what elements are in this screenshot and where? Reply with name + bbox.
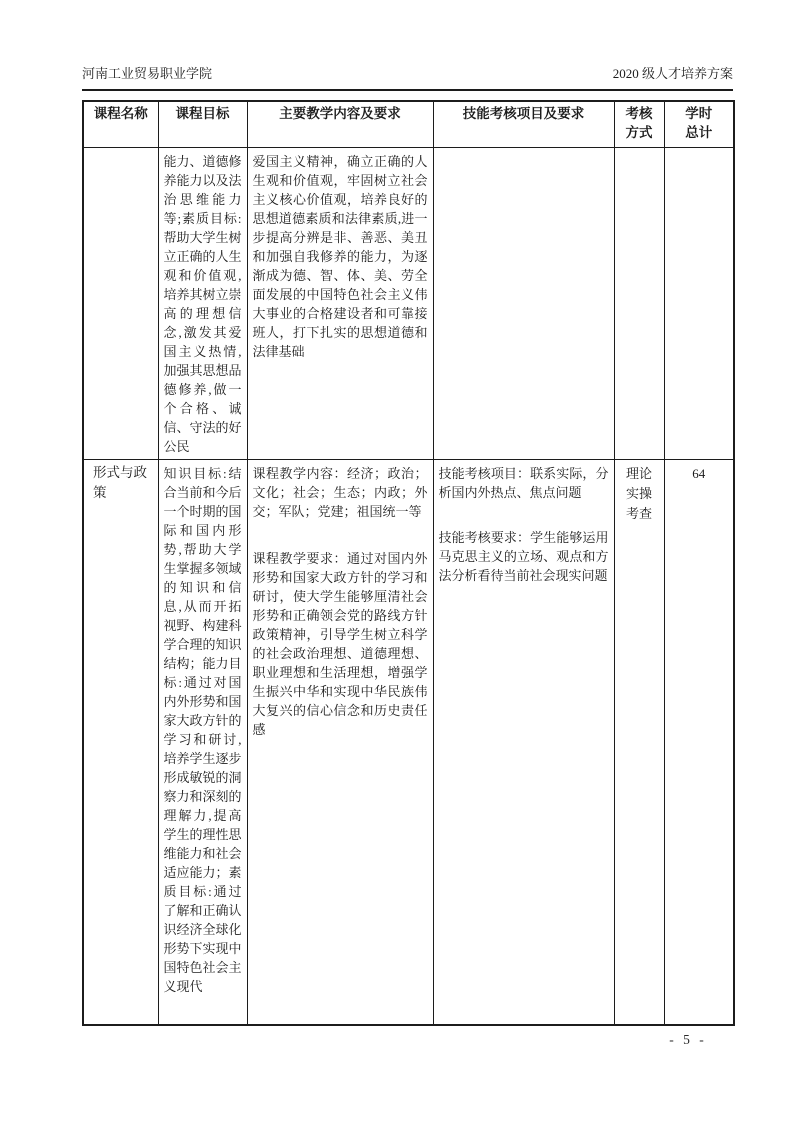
assessment-method-text: 理论实操考查 [625, 465, 652, 521]
course-name-cell: 形式与政策 [83, 459, 158, 1025]
skills-assessment-item-paragraph: 技能考核项目：联系实际，分析国内外热点、焦点问题 [438, 465, 609, 500]
column-header-course-objectives: 课程目标 [158, 101, 247, 147]
column-header-course-name: 课程名称 [83, 101, 158, 147]
skills-assessment-cell [433, 147, 614, 459]
column-header-skills-assessment: 技能考核项目及要求 [433, 101, 614, 147]
table-row [83, 459, 734, 1025]
header-divider [82, 89, 733, 91]
column-header-total-hours-label: 学时总计 [685, 106, 713, 140]
header-plan-title: 2020 级人才培养方案 [612, 66, 733, 81]
teaching-requirements-paragraph: 课程教学要求：通过对国内外形势和国家大政方针的学习和研讨，使大学生能够厘清社会形势和正确领会党的路线方针政策精神，引导学生树立科学的社会政治理想、道德理想、职业理想和生活理想，增强学生振兴中华和实现中华民族伟大复兴的信心信念和历史责任感 [252, 550, 428, 737]
course-name-cell [83, 147, 158, 459]
total-hours-cell [664, 147, 734, 459]
column-header-assessment-method [614, 101, 664, 147]
assessment-method-cell [614, 147, 664, 459]
teaching-content-paragraph: 课程教学内容：经济；政治；文化；社会；生态；内政；外交；军队；党建；祖国统一等 [252, 465, 428, 519]
teaching-content-cell [247, 459, 433, 1025]
assessment-method-cell [614, 459, 664, 1025]
total-hours-cell: 64 [664, 459, 734, 1025]
column-header-assessment-method-label: 考核方式 [625, 106, 653, 140]
header-school-name: 河南工业贸易职业学院 [82, 66, 213, 81]
teaching-content-cell: 爱国主义精神，确立正确的人生观和价值观，牢固树立社会主义核心价值观，培养良好的思想道德素质和法律素质,进一步提高分辨是非、善恶、美丑和加强自我修养的能力，为逐渐成为德、智、体、美、劳全面发展的中国特色社会主义伟大事业的合格建设者和可靠接班人，打下扎实的思想道德和法律基础 [247, 147, 433, 459]
course-objectives-cell: 能力、道德修养能力以及法治思维能力等;素质目标:帮助大学生树立正确的人生观和价值观,培养其树立崇高的理想信念,激发其爱国主义热情,加强其思想品德修养,做一个合格、诚信、守法的好公民 [158, 147, 247, 459]
course-objectives-text: 知识目标:结合当前和今后一个时期的国际和国内形势,帮助大学生掌握多领域的知识和信息,从而开拓视野、构建科学合理的知识结构；能力目标:通过对国内外形势和国家大政方针的学习和研讨,培养学生逐步形成敏锐的洞察力和深刻的理解力,提高学生的理性思维能力和社会适应能力；素质目标:通过了解和正确认识经济全球化形势下实现中国特色社会主义现代 [163, 465, 242, 994]
table-row [83, 147, 734, 459]
document-header [82, 66, 733, 82]
column-header-teaching-content: 主要教学内容及要求 [247, 101, 433, 147]
column-header-total-hours [664, 101, 734, 147]
course-objectives-cell [158, 459, 247, 1025]
skills-assessment-cell [433, 459, 614, 1025]
table-header-row [83, 101, 734, 147]
curriculum-table [82, 100, 735, 1026]
page-number: - 5 - [669, 1032, 707, 1047]
skills-assessment-requirements-paragraph: 技能考核要求：学生能够运用马克思主义的立场、观点和方法分析看待当前社会现实问题 [438, 529, 609, 583]
